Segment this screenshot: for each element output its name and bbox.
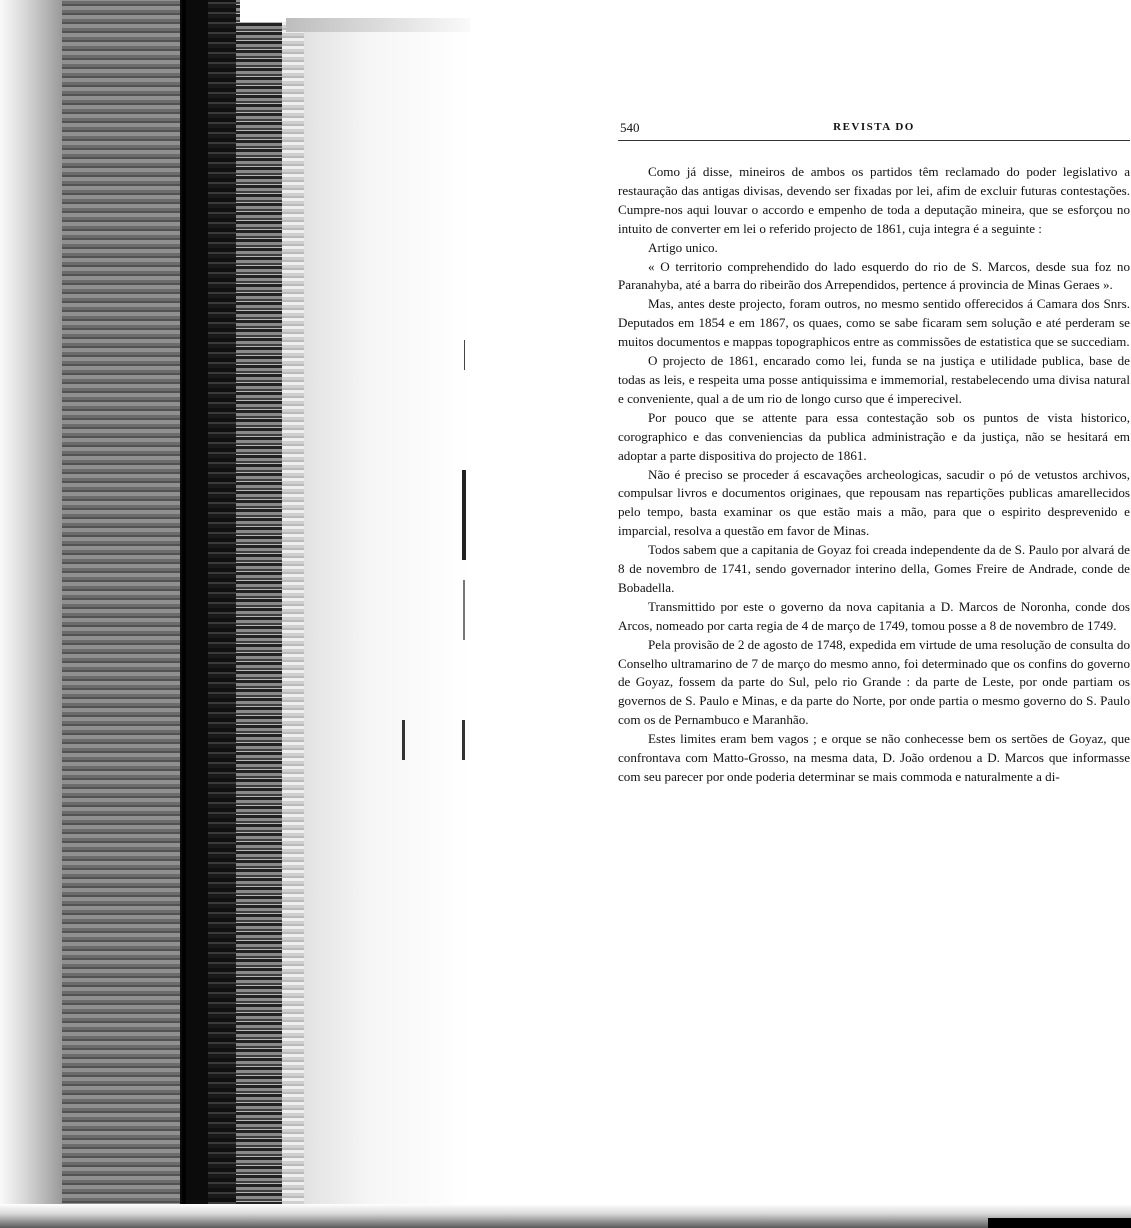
paragraph: Pela provisão de 2 de agosto de 1748, expedida em virtude de uma resolução de consulta do Conselho ultramarino de 7 de março do mesmo anno, foi determinado que os confins do governo de Goyaz, fossem da parte do Sul, pelo rio Grande : da parte de Leste, por onde partiam os governos de S. Paulo e Minas, e da parte do Norte, por onde partia o mesmo governo do S. Paulo com os de Pernambuco e Maranhão. bbox=[618, 636, 1130, 728]
printed-page bbox=[618, 118, 1130, 787]
page-edges-dark bbox=[236, 0, 282, 1228]
page-stack-edge bbox=[0, 0, 62, 1228]
binding-edge-line bbox=[182, 0, 186, 1228]
bleed-mark bbox=[462, 470, 466, 560]
running-title: REVISTA DO bbox=[833, 121, 915, 133]
scan-bottom-edge bbox=[0, 1204, 1131, 1228]
paragraph: Não é preciso se proceder á escavações archeologicas, sacudir o pó de vetustos archivos, compulsar livros e documentos originaes, que repousam nas repartições publicas amarellecidos pelo tempo, basta examinar os que estão mais a mão, para que o espirito desprevenido e imparcial, resolva a questão em favor de Minas. bbox=[618, 466, 1130, 539]
paragraph: Transmittido por este o governo da nova capitania a D. Marcos de Noronha, conde dos Arcos, nomeado por carta regia de 4 de março de 1749, tomou posse a 8 de novembro de 1749. bbox=[618, 598, 1130, 633]
paragraph: Todos sabem que a capitania de Goyaz foi creada independente da de S. Paulo por alvará de 8 de novembro de 1741, sendo governador interino della, Gomes Freire de Andrade, conde de Bobadella. bbox=[618, 542, 1130, 595]
book-spine-gutter bbox=[0, 0, 470, 1228]
page-body bbox=[618, 163, 1130, 787]
paragraph: « O territorio comprehendido do lado esquerdo do rio de S. Marcos, desde sua foz no Paranahyba, até a barra do ribeirão dos Arrependidos, pertence á provincia de Minas Geraes ». bbox=[618, 258, 1130, 293]
scan-bottom-shadow bbox=[988, 1218, 1131, 1228]
gutter-bleed-marks bbox=[440, 340, 480, 780]
page-number: 540 bbox=[620, 120, 640, 135]
binding-cloth bbox=[208, 0, 236, 1228]
bleed-mark bbox=[462, 720, 465, 760]
bleed-mark bbox=[463, 580, 465, 640]
running-header bbox=[618, 118, 1130, 141]
paragraph: Como já disse, mineiros de ambos os partidos têm reclamado do poder legislativo a restauração das antigas divisas, devendo ser fixadas por lei, afim de excluir futuras contestações. Cumpre-nos aqui louvar o accordo e empenho de toda a deputação mineira, que se esforçou no intuito de converter em lei o referido projecto de 1861, cuja integra é a seguinte : bbox=[618, 164, 1130, 236]
paragraph: Por pouco que se attente para essa contestação sob os puntos de vista historico, corographico e das conveniencias da publica administração e da justiça, não se hesitará em adoptar a parte dispositiva do projecto de 1861. bbox=[618, 409, 1130, 463]
page-edges-light bbox=[282, 0, 304, 1228]
spine-texture bbox=[62, 0, 180, 1228]
scan-top-shadow bbox=[286, 18, 470, 32]
bleed-mark bbox=[402, 720, 405, 760]
paragraph: O projecto de 1861, encarado como lei, funda se na justiça e utilidade publica, base de todas as leis, e respeita uma posse antiquissima e immemorial, restabelecendo uma divisa natural e conveniente, qual a de um rio de longo curso que é imperecivel. bbox=[618, 353, 1130, 406]
paragraph: Estes limites eram bem vagos ; e orque se não conhecesse bem os sertões de Goyaz, que confrontava com Matto-Grosso, na mesma data, D. João ordenou a D. Marcos que informasse com seu parecer por onde poderia determinar se mais commoda e naturalmente a di- bbox=[618, 731, 1130, 784]
bleed-mark bbox=[464, 340, 465, 370]
paragraph: Mas, antes deste projecto, foram outros, no mesmo sentido offerecidos á Camara dos Snrs. Deputados em 1854 e em 1867, os quaes, como se sabe ficaram sem solução e até perderam se muitos documentos e mappas topographicos entre as commissões de estatistica que se succediam. bbox=[618, 296, 1130, 350]
paragraph: Artigo unico. bbox=[648, 239, 718, 255]
